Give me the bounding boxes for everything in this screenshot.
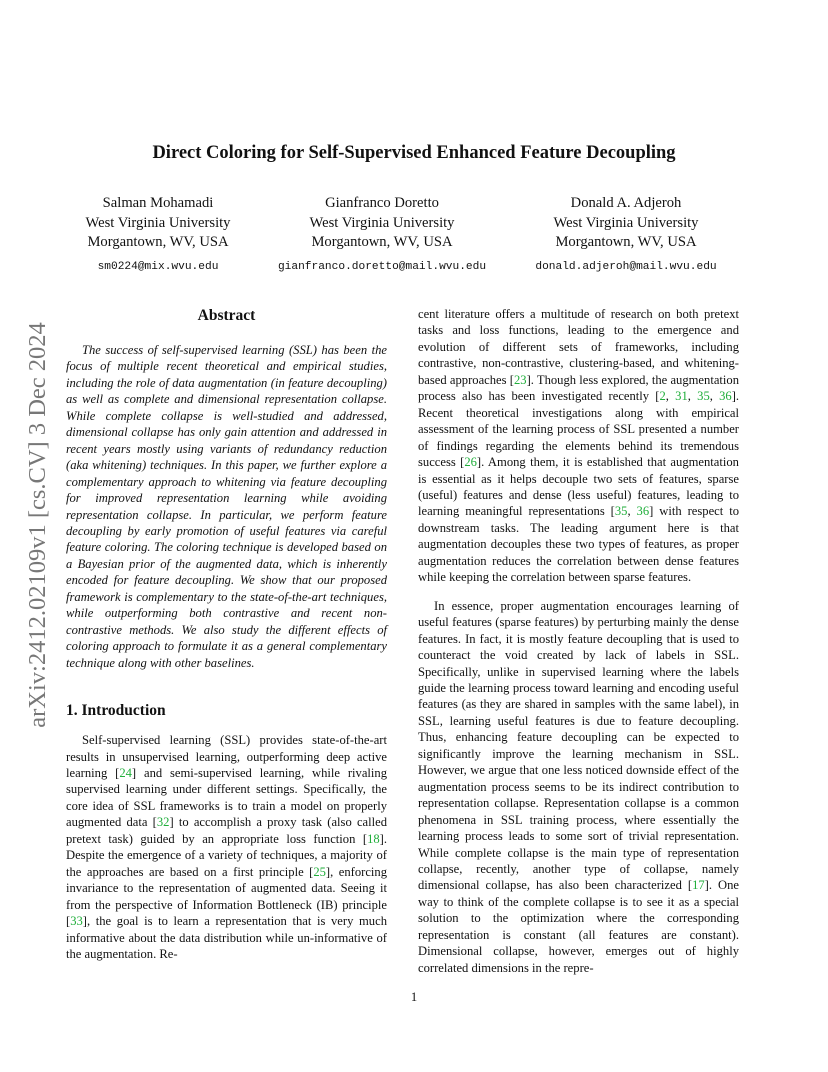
author-location: Morgantown, WV, USA [555,234,697,250]
citation-link[interactable]: 18 [367,831,380,846]
citation-link[interactable]: 24 [119,765,132,780]
citation-link[interactable]: 35 [697,389,710,404]
author-name: Salman Mohamadi [102,195,214,211]
left-column [66,306,387,962]
introduction-heading: 1. Introduction [66,702,166,720]
author-affiliation: West Virginia University [85,214,231,231]
citation-link[interactable]: 35 [614,504,628,519]
author-name: Gianfranco Doretto [325,195,439,211]
right-column [418,306,739,976]
author-block-3 [520,194,732,274]
arxiv-identifier: arXiv:2412.02109v1 [cs.CV] 3 Dec 2024 [24,322,51,728]
citation-link[interactable]: 31 [675,389,688,404]
author-name: Donald A. Adjeroh [570,195,682,211]
author-block-2 [262,194,502,274]
arxiv-sidebar [20,290,56,760]
author-location: Morgantown, WV, USA [311,234,453,250]
citation-link[interactable]: 33 [70,914,83,929]
citation-link[interactable]: 32 [156,815,170,830]
author-email[interactable]: donald.adjeroh@mail.wvu.edu [535,260,717,273]
citation-link[interactable]: 17 [692,878,705,893]
author-affiliation: West Virginia University [309,214,455,231]
paper-title: Direct Coloring for Self-Supervised Enhanced Feature Decoupling [152,143,676,163]
citation-link[interactable]: 26 [464,455,477,470]
augmentation-paragraph: In essence, proper augmentation encourages learning of useful features (sparse features) by perturbing mainly the dense features. In fact, it is mostly feature decoupling that is used to counteract the void created by lack of labels in SSL. Specifically, unlike in supervised learning where the labels guide the learning process toward learning and encoding useful features (as they are shared in samples with the same label), in SSL, learning useful features is due to feature decoupling. Thus, enhancing feature decoupling can be expected to significantly improve the learning mechanism in SSL. However, we argue that one less noticed downside effect of the augmentation process seems to be its indirect contribution to representation collapse. Representation collapse is a common phenomena in SSL training process, where essentially the learning process leads to some sort of trivial representation. While complete collapse is the main type of representation collapse, recently, another type of collapse, namely dimensional collapse, has also been characterized [17]. One way to think of the complete collapse is to see it as a special solution to the optimization where the corresponding representation is constant (all features are constant). Dimensional collapse, however, emerges out of highly correlated dimensions in the repre- [418,598,739,975]
abstract-text: The success of self-supervised learning (SSL) has been the focus of multiple recent theoretical and empirical studies, including the role of data augmentation (in feature decoupling) as well as complete and dimensional representation collapse. While complete collapse is well-studied and addressed, dimensional collapse has only gain attention and addressed in recent years mostly using variants of redundancy reduction (aka whitening) techniques. In this paper, we further explore a complementary approach to whitening via feature decoupling for improved representation learning while avoiding representation collapse. In particular, we perform feature decoupling by early promotion of useful features via careful feature coloring. The coloring technique is developed based on a Bayesian prior of the augmented data, which is inherently encoded for feature decoupling. We show that our proposed framework is complementary to the state-of-the-art techniques, while outperforming both contrastive and recent non-contrastive methods. We also study the different effects of coloring approach to formulate it as a general complementary technique along with other baselines. [66,343,387,670]
citation-link[interactable]: 23 [513,372,527,387]
author-email[interactable]: gianfranco.doretto@mail.wvu.edu [277,260,487,273]
citation-link[interactable]: 36 [719,389,732,404]
intro-continuation-paragraph: cent literature offers a multitude of research on both pretext tasks and loss functions, leading to the emergence and evolution of different sets of frameworks, including contrastive, non-contrastive, clustering-based, and whitening-based approaches [23]. Though less explored, the augmentation process also has been investigated recently [2, 31, 35, 36]. Recent theoretical investigations along with empirical assessment of the learning process of SSL presented a number of findings regarding the elements behind its tremendous success [26]. Among them, it is established that augmentation is essential as it helps decouple two sets of features, sparse (useful) features and dense (less useful) features, leading to learning meaningful representations [35, 36] with respect to downstream tasks. The leading argument here is that augmentation decouples these two types of features, as proper augmentation reduces the correlation between dense features while keeping the correlation between sparse features. [418,307,740,585]
author-location: Morgantown, WV, USA [87,234,229,250]
intro-paragraph: Self-supervised learning (SSL) provides state-of-the-art results in unsupervised learning, outperforming deep active learning [24] and semi-supervised learning, while rivaling supervised learning under different settings. Specifically, the core idea of SSL frameworks is to train a model on properly augmented data [32] to accomplish a proxy task (also called pretext task) guided by an appropriate loss function [18]. Despite the emergence of a variety of techniques, a majority of the approaches are based on a first principle [25], enforcing invariance to the representation of augmented data. Seeing it from the perspective of Information Bottleneck (IB) principle [33], the goal is to learn a representation that is very much informative about the data distribution while un-informative of the augmentation. Re- [66,733,388,961]
author-email[interactable]: sm0224@mix.wvu.edu [97,260,219,273]
author-block-1 [66,194,250,274]
citation-link[interactable]: 25 [313,864,326,879]
citation-link[interactable]: 36 [636,504,650,519]
citation-link[interactable]: 2 [659,389,666,404]
abstract-heading: Abstract [197,307,256,324]
author-affiliation: West Virginia University [553,214,699,231]
page-number: 1 [410,990,418,1004]
